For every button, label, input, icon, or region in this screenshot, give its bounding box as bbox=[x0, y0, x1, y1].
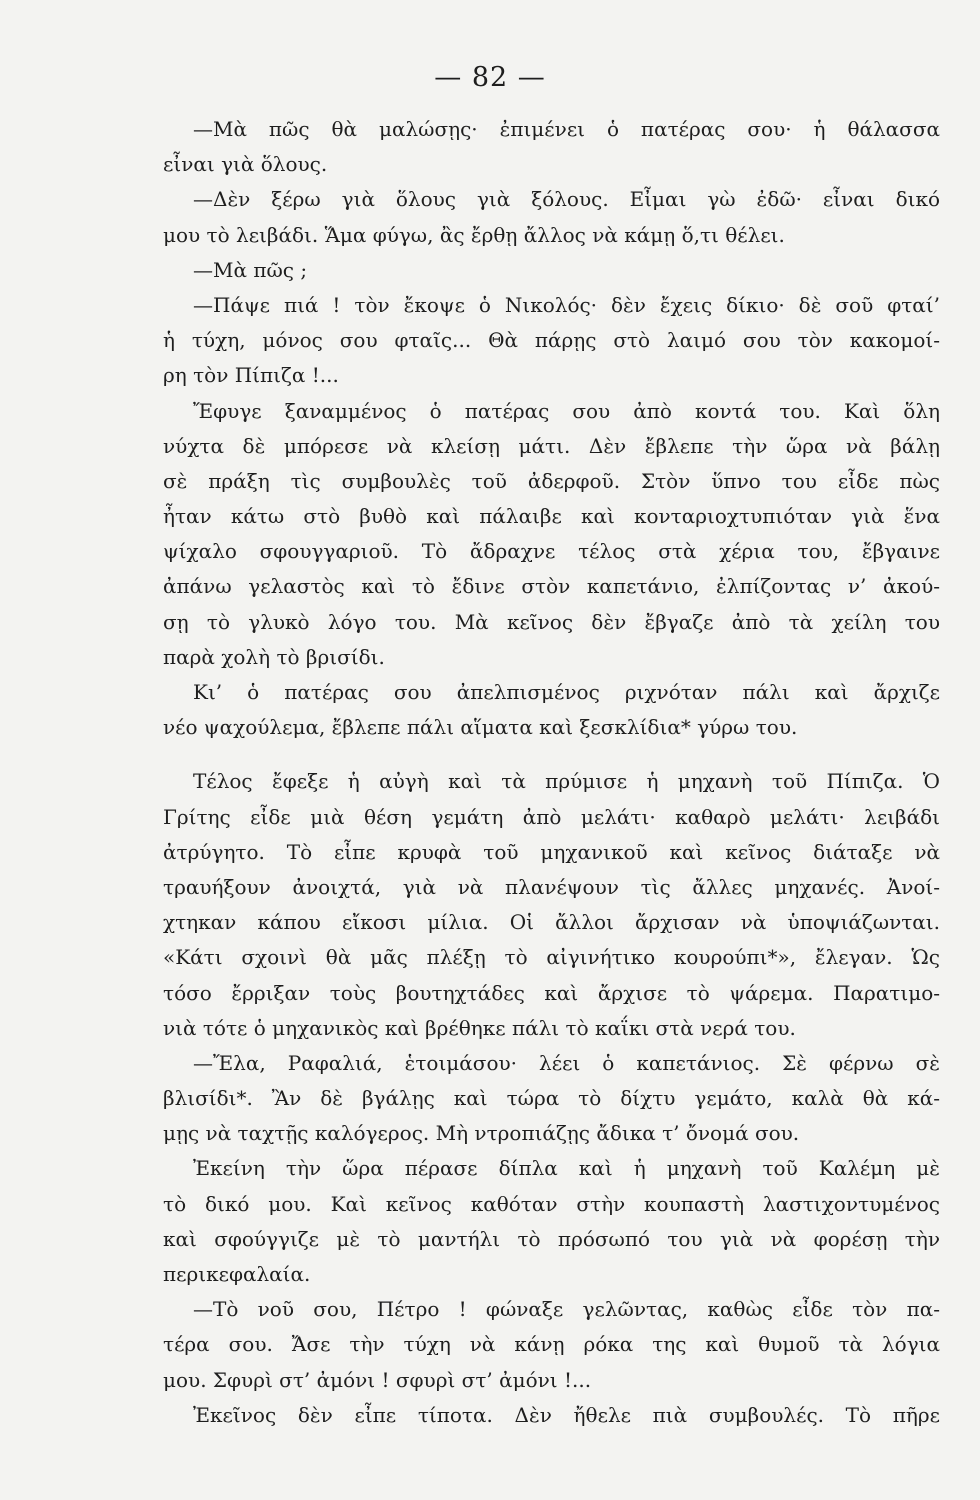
text-line: Τέλος ἔφεξε ἡ αὐγὴ καὶ τὰ πρύμισε ἡ μηχανὴ τοῦ Πίπιζα. Ὁ bbox=[193, 769, 940, 794]
text-line: Γρίτης εἶδε μιὰ θέση γεμάτη ἀπὸ μελάτι· καθαρὸ μελάτι· λειβάδι bbox=[163, 804, 940, 829]
text-line: —Ἔλα, Ραφαλιά, ἑτοιμάσου· λέει ὁ καπετάνιος. Σὲ φέρνω σὲ bbox=[193, 1050, 940, 1075]
text-line: νύχτα δὲ μπόρεσε νὰ κλείσῃ μάτι. Δὲν ἔβλεπε τὴν ὥρα νὰ βάλῃ bbox=[163, 433, 940, 458]
text-line: περικεφαλαία. bbox=[163, 1262, 311, 1286]
text-line: παρὰ χολὴ τὸ βρισίδι. bbox=[163, 644, 385, 669]
text-line: «Κάτι σχοινὶ θὰ μᾶς πλέξῃ τὸ αἰγινήτικο κουρούπι*», ἔλεγαν. Ὡς bbox=[163, 945, 940, 970]
text-line: ρη τὸν Πίπιζα !... bbox=[163, 363, 339, 388]
text-line: ψίχαλο σφουγγαριοῦ. Τὸ ἄδραχνε τέλος στὰ χέρια του, ἔβγαινε bbox=[163, 539, 940, 564]
text-line: Ἔφυγε ξαναμμένος ὁ πατέρας σου ἀπὸ κοντά του. Καὶ ὅλη bbox=[193, 398, 940, 423]
text-line: —Μὰ πῶς ; bbox=[193, 257, 308, 282]
text-line: εἶναι γιὰ ὅλους. bbox=[163, 152, 328, 177]
text-line: νιὰ τότε ὁ μηχανικὸς καὶ βρέθηκε πάλι τὸ καΐκι στὰ νερά του. bbox=[163, 1015, 796, 1040]
text-line: Ἐκεῖνος δὲν εἶπε τίποτα. Δὲν ἤθελε πιὰ συμβουλές. Τὸ πῆρε bbox=[193, 1402, 940, 1427]
text-line: σὲ πράξη τὶς συμβουλὲς τοῦ ἀδερφοῦ. Στὸν ὕπνο του εἶδε πὼς bbox=[163, 468, 940, 493]
text-line: —Δὲν ξέρω γιὰ ὅλους γιὰ ξόλους. Εἶμαι γὼ ἐδῶ· εἶναι δικό bbox=[193, 187, 940, 212]
text-line: —Μὰ πῶς θὰ μαλώσῃς· ἐπιμένει ὁ πατέρας σου· ἡ θάλασσα bbox=[193, 117, 940, 141]
text-line: ἦταν κάτω στὸ βυθὸ καὶ πάλαιβε καὶ κονταριοχτυπιόταν γιὰ ἕνα bbox=[163, 504, 940, 529]
text-line: ἀτρύγητο. Τὸ εἶπε κρυφὰ τοῦ μηχανικοῦ καὶ κεῖνος διάταξε νὰ bbox=[163, 839, 940, 864]
text-line: τὸ δικό μου. Καὶ κεῖνος καθόταν στὴν κουπαστὴ λαστιχοντυμένος bbox=[163, 1191, 940, 1216]
body-text bbox=[163, 112, 940, 1433]
text-line: καὶ σφούγγιζε μὲ τὸ μαντήλι τὸ πρόσωπό του γιὰ νὰ φορέσῃ τὴν bbox=[163, 1226, 940, 1251]
text-line: τόσο ἔρριξαν τοὺς βουτηχτάδες καὶ ἄρχισε τὸ ψάρεμα. Παρατιμο- bbox=[163, 980, 940, 1005]
page-number: — 82 — bbox=[434, 62, 546, 93]
text-line: μου. Σφυρὶ στ’ ἀμόνι ! σφυρὶ στ’ ἀμόνι !... bbox=[163, 1367, 592, 1392]
text-line: ἀπάνω γελαστὸς καὶ τὸ ἔδινε στὸν καπετάνιο, ἐλπίζοντας ν’ ἀκού- bbox=[163, 574, 940, 599]
text-line: μῃς νὰ ταχτῇς καλόγερος. Μὴ ντροπιάζῃς ἄδικα τ’ ὄνομά σου. bbox=[163, 1121, 800, 1146]
text-line: σῃ τὸ γλυκὸ λόγο του. Μὰ κεῖνος δὲν ἔβγαζε ἀπὸ τὰ χείλη του bbox=[163, 609, 940, 634]
text-line: ἡ τύχη, μόνος σου φταῖς... Θὰ πάρῃς στὸ λαιμό σου τὸν κακομοί- bbox=[163, 328, 940, 353]
text-line: —Πάψε πιά ! τὸν ἔκοψε ὁ Νικολός· δὲν ἔχεις δίκιο· δὲ σοῦ φταί’ bbox=[193, 292, 940, 317]
text-line: τραυήξουν ἀνοιχτά, γιὰ νὰ πλανέψουν τὶς ἄλλες μηχανές. Ἀνοί- bbox=[163, 874, 940, 899]
text-line: βλισίδι*. Ἂν δὲ βγάλῃς καὶ τώρα τὸ δίχτυ γεμάτο, καλὰ θὰ κά- bbox=[163, 1086, 940, 1111]
text-line: μου τὸ λειβάδι. Ἅμα φύγω, ἂς ἔρθῃ ἄλλος νὰ κάμῃ ὅ,τι θέλει. bbox=[163, 222, 785, 247]
text-line: τέρα σου. Ἄσε τὴν τύχη νὰ κάνῃ ρόκα της καὶ θυμοῦ τὰ λόγια bbox=[163, 1332, 940, 1357]
text-line: νέο ψαχούλεμα, ἔβλεπε πάλι αἵματα καὶ ξεσκλίδια* γύρω του. bbox=[163, 715, 798, 740]
text-line: —Τὸ νοῦ σου, Πέτρο ! φώναξε γελῶντας, καθὼς εἶδε τὸν πα- bbox=[193, 1297, 940, 1322]
text-line: Ἐκείνη τὴν ὥρα πέρασε δίπλα καὶ ἡ μηχανὴ τοῦ Καλέμη μὲ bbox=[193, 1156, 940, 1181]
text-line: χτηκαν κάπου εἴκοσι μίλια. Οἱ ἄλλοι ἄρχισαν νὰ ὑποψιάζωνται. bbox=[163, 910, 940, 935]
text-line: Κι’ ὁ πατέρας σου ἀπελπισμένος ριχνόταν πάλι καὶ ἄρχιζε bbox=[193, 680, 940, 704]
